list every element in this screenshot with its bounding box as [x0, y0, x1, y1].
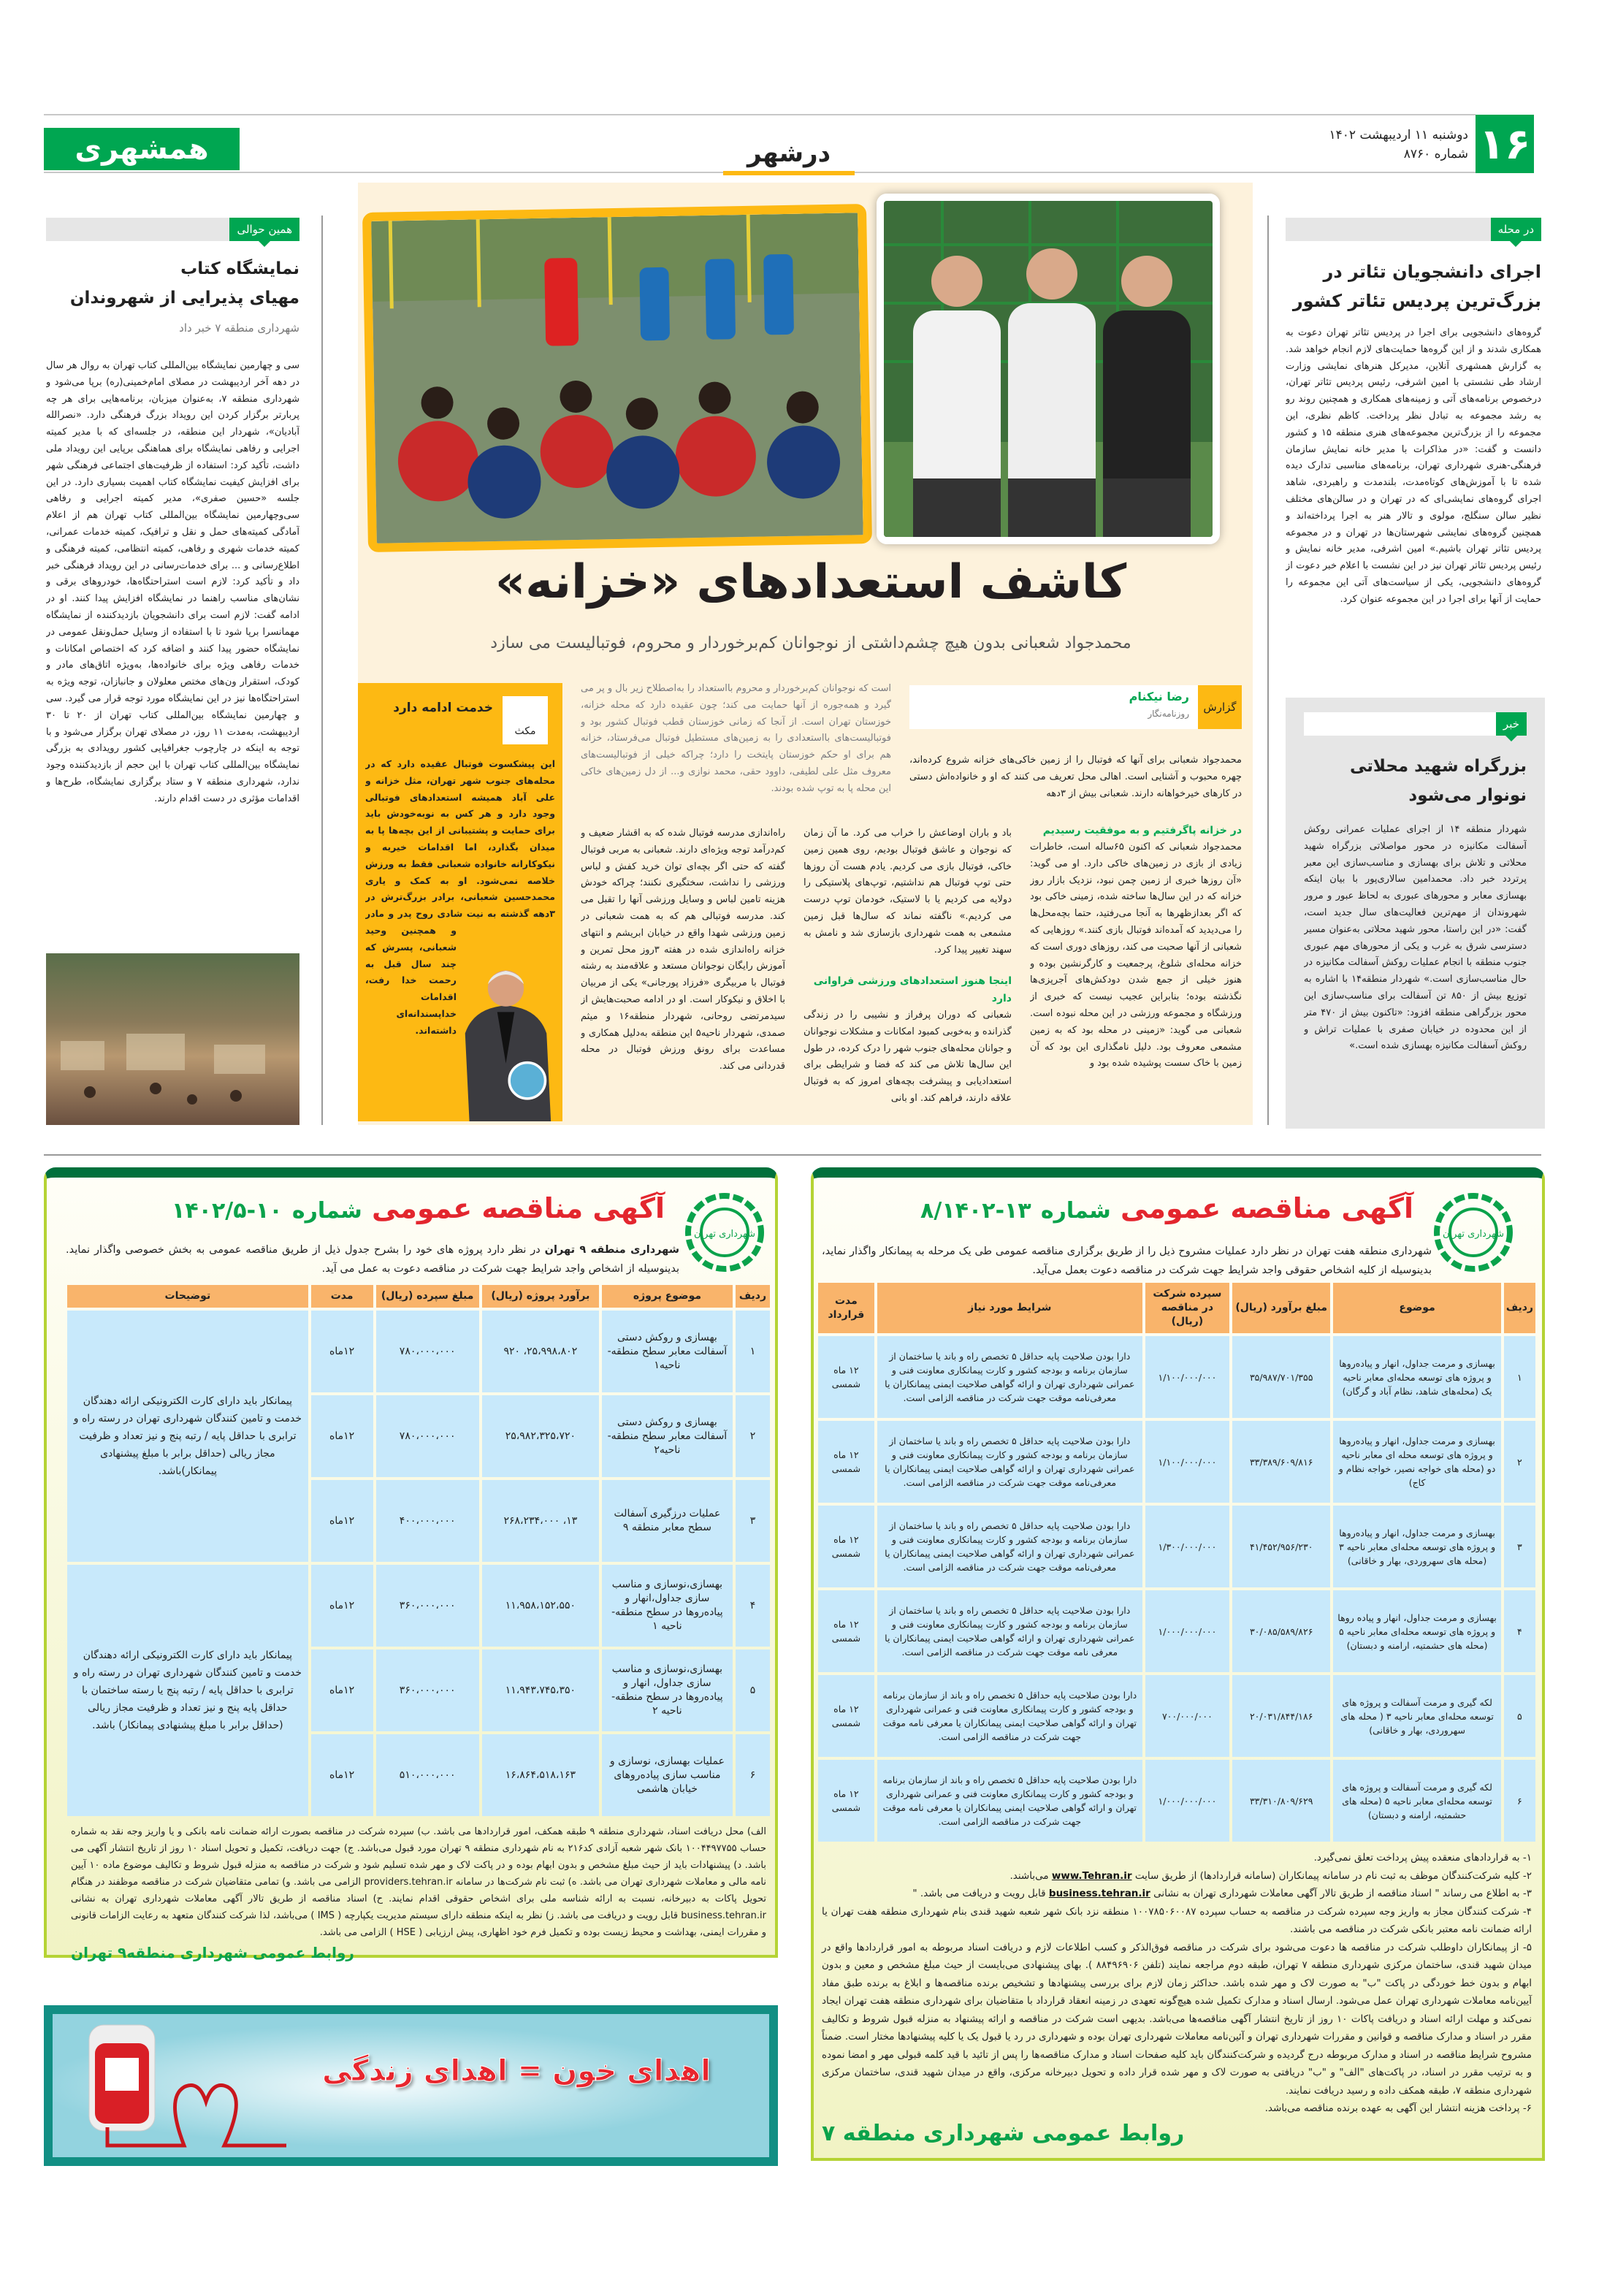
column-header: برآورد پروژه (ریال) [482, 1285, 599, 1308]
article-title-line: مهیای پذیرایی از شهروندان [69, 289, 299, 308]
byline-box [909, 685, 1242, 729]
requirements: دارا بودن صلاحیت پایه حداقل ۵ تخصص راه و باند یا ساختمان از سازمان برنامه و بودجه کشور و کارت پیمانکاری معاونت فنی و عمرانی شهرداری تهران و ارائه گواهی صلاحیت ایمنی پیمانکاران یا معرفی‌نامه موقت جهت شرکت در مناقصه الزامی است. [877, 1421, 1142, 1503]
feature-column-2 [804, 825, 1012, 1121]
tender-ad-content [64, 1282, 773, 1964]
column-header: مبلغ برآورد (ریال) [1232, 1283, 1330, 1333]
contract-duration: ۱۲ماه [311, 1480, 373, 1562]
note-text: قابل رویت و دریافت می باشد. " [912, 1888, 1046, 1899]
project-subject: بهسازی و مرمت جداول، انهار و پیاده‌روها و پروژه های توسعه محله‌ای معابر ناحیه ۳ (محله های سهروردی، بهار و خاقانی) [1333, 1506, 1500, 1587]
section-title: درشهر [723, 139, 855, 175]
column-header: مدت [311, 1285, 373, 1308]
banner-text: اهدای خون = اهدای زندگی [322, 2054, 711, 2088]
article-body: سی و چهارمین نمایشگاه بین‌المللی کتاب تهران به روال هر سال در دهه آخر اردیبهشت در مصلای امام‌خمینی(ره) برپا می‌شود و شهرداری منطقه ۷، به‌عنوان میزبان، برنامه‌هایی برای هر چه پربارتر برگزار کردن این رویداد بزرگ فرهنگی دارد. «نصرالله آبادیان»، شهردار این منطقه، در جلسه‌ای که با مدیر کمیته اجرایی و رفاهی نمایشگاه برای هماهنگی برپایی این رویداد ملی داشت، تأکید کرد: استفاده از ظرفیت‌های اجتماعی فرهنگی شهر برای افزایش کیفیت نمایشگاه کتاب اهمیت بسیاری دارد. در این جلسه «حسین صفری»، مدیر کمیته اجرایی و رفاهی سی‌وچهارمین نمایشگاه بین‌المللی کتاب تهران هم از اعلام آمادگی کمیته‌های حمل و نقل و ترافیک، کمیته خدمات عمرانی، کمیته خدمات شهری و رفاهی، کمیته انتظامی، کمیته فرهنگی و اطلاع‌رسانی و ... برای خدمات‌رسانی در این رویداد فرهنگی خبر داد و تأکید کرد: لازم است استراحتگاه‌ها، خودروهای برقی و نشان‌های مناسب راهنما در نمایشگاه افزایش پیدا کنند. او در ادامه گفت: لازم است برای دانشجویان بازدیدکننده از نمایشگاه مهمانسرا برپا شود تا با استفاده از وسایل حمل‌ونقل عمومی در نمایشگاه حضور پیدا کنند و اضافه کرد که اختصاص امکانات و خدمات رفاهی ویژه برای خانواده‌ها، به‌ویژه اتاق‌های مادر و کودک، استقرار ون‌های مختص معلولان و جانبازان، توجه ویژه به استراحتگاه‌ها نیز در این نمایشگاه مورد توجه قرار می گیرد. سی و چهارمین نمایشگاه بین‌المللی کتاب تهران از ۲۰ تا ۳۰ اردیبهشت، به‌مدت ۱۱ روز، در مصلای تهران برگزار می‌شود و با توجه به اینکه در چارچوب جغرافیایی کشور رویدادی به بزرگی نمایشگاه بین‌المللی کتاب تهران با این حجم از بازدیدکننده وجود ندارد، شهرداری منطقه ۷ و ستاد برگزاری نمایشگاه، طرح‌ها و اقدامات مؤثری در دست اقدام دارند. [46, 360, 299, 804]
project-subject: عملیات درزگیری آسفالت سطح معابر منطقه ۹ [602, 1480, 733, 1562]
row-number: ۱ [736, 1311, 770, 1392]
news-title: بزرگراه شهید محلاتی نونوار می‌شود [1349, 757, 1527, 805]
header-top-rule [44, 114, 1476, 115]
project-subject: لکه گیری و مرمت آسفالت و پروژه های توسعه محله‌ای معابر ناحیه ۳ ( محله های سهروردی، بهار و خاقانی) [1333, 1675, 1500, 1757]
table-row [818, 1506, 1535, 1587]
estimate-amount: ۱۶،۸۶۴،۵۱۸،۱۶۳ [482, 1734, 599, 1816]
ad-intro-bold: شهرداری منطقه ۹ تهران [544, 1244, 680, 1256]
sidebar-title: خدمت ادامه دارد [393, 701, 493, 715]
column-header: شرایط مورد نیاز [877, 1283, 1142, 1333]
ad-notes: الف) محل دریافت اسناد، شهرداری منطقه ۹ طبقه همکف، امور قراردادها می باشد. ب) سپرده شرکت در مناقصه بصورت ارائه ضمانت نامه بانکی و یا واریز وجه نقد به شماره حساب ۱۰۰۴۴۹۷۷۵۵ بانک شهر شعبه آزادی کد۲۱۶ به نام شهرداری منطقه ۹ تهران مورد قبول می‌باشد. ج) جهت دریافت، تکمیل و تحویل اسناد ۱۰ روز از تاریخ انتشار آگهی می باشد. د) پیشنهادات باید از حیث مبلغ مشخص و بدون ابهام بوده و در پاکت لاک و مهر شده تسلیم شود و شرکت در مناقصه به منزله قبول شروط و تکالیف موضوع ماده ۱۰ آیین نامه مالی و معاملات شهرداری تهران می باشد. ه) ثبت نام شرکت‌ها در سامانه providers.tehran.ir الزامی می باشد. و) تمامی متقاضیان شرکت در مناقصه موظفند در هنگام تحویل پاکات به دبیرخانه، نسبت به ارائه شناسه ملی برای اشخاص حقوقی اقدام نمایند. ح) اسناد مناقصه از طریق تالار آگهی معاملات شهرداری تهران به نشانی business.tehran.ir قابل رویت و دریافت می باشد. ز) نظر به اینکه منطقه دارای سیستم مدیریت یکپارچه ( IMS ) می‌باشد، لذا شرکت کنندگان متعهد به رعایت الزامات قانونی و مقررات ایمنی، بهداشت و محیط زیست بوده و تکمیل فرم خود اظهاری، پیش ارزیابی ( HSE ) الزامی می باشد. [71, 1826, 767, 1938]
author-name: رضا نیکنام [1129, 690, 1189, 703]
ad-number: ۱۰-۱۴۰۲/۵ [172, 1198, 283, 1224]
tehran-site-link[interactable]: www.Tehran.ir [1051, 1869, 1132, 1882]
feature-column-text: باد و باران اوضاعش را خراب می کرد. ما آن زمان که نوجوان و عاشق فوتبال بودیم، روی همین زمین خاکی، فوتبال بازی می کردیم. یادم هست آن روزها حتی توپ فوتبال هم نداشتیم، توپ‌های پلاستیکی را دولایه می کردیم یا با لاستیک، خودمان توپ درست می کردیم.» ناگفته نماند که سال‌ها قبل زمین مشمعی به همت شهرداری بازسازی شد و نامش به سهند تغییر پیدا کرد. [804, 828, 1012, 956]
ad-note: ۱- به قراردادهای منعقده پیش پرداخت تعلق نمی‌گیرد. [1313, 1852, 1532, 1864]
row-number: ۴ [1504, 1590, 1535, 1672]
feature-subheading: در خزانه پاگرفتیم و به موفقیت رسیدیم [1042, 825, 1242, 836]
report-tag: گزارش [1198, 685, 1242, 729]
portrait-photo [877, 194, 1220, 544]
estimate-amount: ۱۱،۹۴۳،۷۴۵،۳۵۰ [482, 1649, 599, 1731]
ad-note: ۴- شرکت کنندگان مجاز به واریز وجه سپرده شرکت در مناقصه به حساب سپرده ۱۰۰۷۸۵۰۶۰۰۸۷ منطقه نزد بانک شهر شعبه شهید قندی بنام شهرداری منطقه هفت تهران یا ارائه ضمانت نامه معتبر بانکی شرکت در مناقصه می باشند. [822, 1905, 1532, 1935]
contract-duration: ۱۲ماه [311, 1734, 373, 1816]
tender-ad-content [815, 1280, 1538, 2149]
project-description: پیمانکار باید دارای کارت الکترونیکی ارائه دهندگان خدمت و تامین کنندگان شهرداری تهران در رسته راه و ترابری با حداقل پایه / رتبه پنج یا رسته ساختمان با حداقل پایه پنج و نیز تعداد و ظرفیت مجاز ریالی (حداقل برابر با مبلغ پیشنهادی پیمانکار) باشد. [67, 1565, 308, 1816]
table-row [67, 1311, 770, 1392]
row-number: ۳ [736, 1480, 770, 1562]
emblem-text: شهرداری تهران [694, 1229, 755, 1240]
project-subject: بهسازی و مرمت جداول، انهار و پیاده‌روها و پروژه های توسعه محله ای معابر ناحیه دو (محله های خواجه نصیر، خواجه نظام و کاج) [1333, 1421, 1500, 1503]
ad-notes [815, 1845, 1538, 2118]
table-header-row [67, 1285, 770, 1308]
coach-photo [457, 931, 555, 1121]
article-title-line: نمایشگاه کتاب [180, 259, 299, 278]
contract-duration: ۱۲ماه [311, 1565, 373, 1647]
article-body: گروه‌های دانشجویی برای اجرا در پردیس تئاتر تهران دعوت به همکاری شدند و از این گروه‌ها حمایت‌های لازم انجام خواهد شد. به گزارش همشهری آنلاین، مدیرکل هنرهای نمایشی وزارت ارشاد طی نشستی با امین اشرفی، رئیس پردیس تئاتر تهران، درخصوص برنامه‌های آتی و زمینه‌های همکاری و همچنین روند رو به رشد مجموعه به تبادل نظر پرداخت. کاظم نظری، این مجموعه را از بزرگ‌ترین مجموعه‌های هنری منطقه ۱۵ و کشور دانست و گفت: «در مذاکرات با مدیر خانه نمایش سازمان فرهنگی-هنری شهرداری تهران، برنامه‌های مناسبی تدارک دیده شده تا با آموزش‌های کوتاه‌مدت، بلندمدت و راهبردی، شاهد اجرای گروه‌های نمایشی‌ای که در تهران و در سالن‌های مختلف نظیر سالن سنگلج، مولوی و تالار هنر به اجرا پرداخته‌اند و همچنین گروه‌های نمایشی شهرستان‌ها در تهران و در مجموعه پردیس تئاتر تهران باشیم.» امین اشرفی، مدیر خانه نمایش و رئیس پردیس تئاتر تهران نیز در این نشست با اعلام خبر دعوت از گروه‌های دانشجویی، یکی از سیاست‌های آتی این مجموعه را حمایت از آنها برای اجرا در این مجموعه عنوان کرد. [1286, 327, 1541, 605]
row-number: ۶ [736, 1734, 770, 1816]
table-header-row [818, 1283, 1535, 1333]
section-tag-bar [1286, 218, 1541, 241]
deposit-amount: ۴۰۰،۰۰۰،۰۰۰ [376, 1480, 479, 1562]
news-tag-bar [1304, 712, 1527, 736]
row-number: ۱ [1504, 1336, 1535, 1418]
ad-intro [66, 1240, 679, 1278]
banner-inner [53, 2014, 769, 2157]
row-number: ۲ [1504, 1421, 1535, 1503]
book-fair-photo-art [46, 953, 299, 1125]
project-subject: بهسازی و روکش دستی آسفالت معابر سطح منطقه-ناحیه۲ [602, 1395, 733, 1477]
column-header: ردیف [736, 1285, 770, 1308]
project-subject: بهسازی و روکش دستی آسفالت معابر سطح منطقه-ناحیه۱ [602, 1311, 733, 1392]
estimate-amount: ۱۱،۹۵۸،۱۵۲،۵۵۰ [482, 1565, 599, 1647]
column-header: مبلغ سپرده (ریال) [376, 1285, 479, 1308]
feature-subheading: اینجا هنوز استعدادهای ورزشی فراوانی دارد [813, 975, 1012, 1004]
contract-duration: ۱۲ ماه شمسی [818, 1675, 874, 1757]
team-photo [362, 204, 872, 552]
ad-number-label: شماره [1040, 1198, 1111, 1224]
feature-headline: کاشف استعدادهای «خزانه» [495, 555, 1127, 609]
contract-duration: ۱۲ماه [311, 1649, 373, 1731]
deposit-amount: ۱/۳۰۰/۰۰۰/۰۰۰ [1145, 1506, 1229, 1587]
note-text: ۲- کلیه شرکت‌کنندگان موظف به ثبت نام در سامانه پیمانکاران (سامانه قراردادها) از طریق سایت [1134, 1869, 1532, 1882]
author-role: روزنامه‌نگار [1148, 709, 1189, 719]
portrait-photo-art [884, 201, 1213, 537]
estimate-amount: ۳۳/۳۸۹/۶۰۹/۸۱۶ [1232, 1421, 1330, 1503]
requirements: دارا بودن صلاحیت پایه حداقل ۵ تخصص راه و باند یا ساختمان از سازمان برنامه و بودجه کشور و کارت پیمانکاری معاونت فنی و عمرانی شهرداری تهران و ارائه گواهی صلاحیت ایمنی پیمانکاران یا معرفی نامه موقت جهت شرکت در مناقصه الزامی است. [877, 1590, 1142, 1672]
business-site-link[interactable]: business.tehran.ir [1048, 1888, 1150, 1899]
issue-date: دوشنبه ۱۱ اردیبهشت ۱۴۰۲ [1329, 128, 1468, 142]
column-header: موضوع پروژه [602, 1285, 733, 1308]
feature-intro: است که نوجوانان کم‌برخوردار و محروم بااستعداد را به‌اصطلاح زیر بال و پر می گیرد و همه‌جوره از آنها حمایت می کند؛ چون عقیده دارد که محله خزانه، خوزستان تهران است. از آنجا که زمانی خوزستان قطب فوتبال کشور بود و فوتبالیست‌های بااستعدادی را به زمین‌های مستطیل فوتبال می‌فرستاد، خزانه هم برای او حکم خوزستان پایتخت را دارد؛ چراکه خیلی از فوتبالیست‌های معروف مثل علی لطیفی، داوود حقی، محمد نوازی و... از دل زمین‌های خاکی این محله پا به توپ شده بودند. [581, 683, 891, 794]
ad-number-label: شماره [291, 1198, 362, 1224]
contract-duration: ۱۲ماه [311, 1395, 373, 1477]
table-row [818, 1760, 1535, 1842]
section-tag-bar [46, 218, 299, 241]
blood-bag-heart-icon [67, 2018, 286, 2153]
ad-signature: روابط عمومی شهرداری منطقه ۷ [822, 2120, 1185, 2146]
ad-note [822, 1867, 1532, 1885]
deposit-amount: ۳۶۰،۰۰۰،۰۰۰ [376, 1649, 479, 1731]
ad-title [172, 1192, 665, 1224]
ad-note: ۵- از پیمانکاران داوطلب شرکت در مناقصه ها دعوت می‌شود برای شرکت در مناقصه فوق‌الذکر و کسب اطلاعات لازم و دریافت اسناد مربوطه به امور قراردادها واقع در میدان شهید قندی، ساختمان مرکزی شهرداری منطقه ۷ تهران، طبقه دوم مراجعه نمایند (تلفن ۸۸۴۹۶۹۰۶ ). بهای پیشنهادی می‌بایست از حیث مبلغ مشخص و معین و بدون ابهام و بدون خط خوردگی در پاکت "ب" به صورت لاک و مهر شده باشد. حداکثر زمان لازم برای بررسی پیشنهادها و تشخیص برنده مناقصه‌ها و ابلاغ به برنده طبق مفاد آیین‌نامه معاملات شهرداری تهران عمل می‌شود. ارسال اسناد و مدارک تکمیل شده هیچ‌گونه تعهدی در زمینه انعقاد قرارداد با متقاضیان برای شهرداری منطقه هفت تهران ایجاد نمی‌کند و مهلت ارائه اسناد و دریافت پاکات ۱۰ روز از تاریخ انتشار آگهی مناقصه‌ها می‌باشد. بدیهی است شرکت در مناقصه و ارائه پیشنهاد به منزله قبول شروط و تکالیف مقرر در اسناد و مدارک مناقصه و قوانین و مقررات شهرداری تهران و آئین‌نامه معاملات شهرداری تهران بوده و شهرداری در رد یا قبول یک یا کلیه پیشنهادها مختار است. ضمناً مشروح شرایط مناقصه در اسناد و مدارک مربوطه درج گردیده و شرکت‌کنندگان باید کلیه صفحات اسناد و مدارک مناقصه‌ها را پس از تائید با قید کلمه قبولی مهر و امضا نموده و به ترتیب مقرر در اسناد، در پاکت‌های "الف" و "ب" دریافتی به صورت لاک و مهر شده قرار داده و تحویل دبیرخانه مرکزی، واقع در میدان شهید قندی، ساختمان مرکزی شهرداری منطقه ۷، طبقه همکف داده و رسید دریافت نمایند. [822, 1941, 1532, 2097]
row-number: ۶ [1504, 1760, 1535, 1842]
project-subject: عملیات بهسازی، نوسازی و مناسب سازی پیاده‌روهای خیابان هاشمی [602, 1734, 733, 1816]
deposit-amount: ۱/۱۰۰/۰۰۰/۰۰۰ [1145, 1421, 1229, 1503]
ad-title-text: آگهی مناقصه عمومی [371, 1192, 665, 1224]
article-title [46, 254, 299, 313]
estimate-amount: ۲۵،۹۹۸،۸۰۲، ۹۲۰ [482, 1311, 599, 1392]
deposit-amount: ۵۱۰،۰۰۰،۰۰۰ [376, 1734, 479, 1816]
ad-title [920, 1192, 1413, 1224]
news-box [1286, 698, 1545, 1129]
row-number: ۲ [736, 1395, 770, 1477]
blood-donation-banner [44, 2005, 778, 2166]
project-subject: لکه گیری و مرمت آسفالت و پروژه های توسعه محله‌ای معابر ناحیه ۵ (محله های حشمتیه، ارامنه و دبستان) [1333, 1760, 1500, 1842]
deposit-amount: ۷۰۰/۰۰۰/۰۰۰ [1145, 1675, 1229, 1757]
contract-duration: ۱۲ ماه شمسی [818, 1421, 874, 1503]
ad-title-text: آگهی مناقصه عمومی [1120, 1192, 1413, 1224]
requirements: دارا بودن صلاحیت پایه حداقل ۵ تخصص راه و باند یا ساختمان از سازمان برنامه و بودجه کشور و کارت پیمانکاری معاونت فنی و عمرانی شهرداری تهران و ارائه گواهی صلاحیت ایمنی پیمانکاران یا معرفی‌نامه موقت جهت شرکت در مناقصه الزامی است. [877, 1506, 1142, 1587]
deposit-amount: ۷۸۰،۰۰۰،۰۰۰ [376, 1311, 479, 1392]
estimate-amount: ۳۰/۰۸۵/۵۸۹/۸۲۶ [1232, 1590, 1330, 1672]
ad-intro: شهرداری منطقه هفت تهران در نظر دارد عملیات مشروح ذیل را از طریق برگزاری مناقصه عمومی طی یک مرحله به پیمانکار واگذار نماید، بدینوسیله از کلیه اشخاص حقوقی واجد شرایط جهت شرکت در مناقصه دعوت بعمل می‌آید. [822, 1246, 1432, 1276]
sidebar-box [358, 683, 562, 1121]
column-header: موضوع [1333, 1283, 1500, 1333]
issue-info [1329, 126, 1468, 164]
contract-duration: ۱۲ماه [311, 1311, 373, 1392]
news-body: شهردار منطقه ۱۴ از اجرای عملیات عمرانی روکش آسفالت مکانیزه در محور مواصلاتی بزرگراه شهید محلاتی و تلاش برای بهسازی و مناسب‌سازی این معبر پرتردد خبر داد. محمدامین سالاری‌پور با بیان اینکه بهسازی معابر و محورهای عبوری به لحاظ عبور و مرور شهروندان از مهم‌ترین فعالیت‌های سال جدید است، گفت: «در این راستا، محور شهید محلاتی به‌عنوان مسیر دسترسی شرق به غرب و یکی از محورهای مهم عبوری جنوب منطقه با انجام عملیات روکش آسفالت مکانیزه در حال مناسب‌سازی است.» شهردار منطقه۱۴ با اشاره به توزیع بیش از ۸۵۰ تن آسفالت برای مناسب‌سازی این محور بزرگراهی منطقه افزود: «تاکنون بیش از ۴۷۰ متر از این محدوده در خیابان صفری با عملیات تراش و روکش آسفالت مکانیزه بهسازی شده است.» [1304, 824, 1527, 1052]
requirements: دارا بودن صلاحیت پایه حداقل ۵ تخصص راه و باند از سازمان برنامه و بودجه کشور و کارت پیمانکاری معاونت فنی و عمرانی شهرداری تهران و ارائه گواهی صلاحیت ایمنی پیمانکاران یا معرفی نامه موقت جهت شرکت در مناقصه الزامی است. [877, 1675, 1142, 1757]
project-subject: بهسازی و مرمت جداول، انهار و پیاده‌روها و پروژه های توسعه محله‌ای معابر ناحیه یک (محله‌های شاهد، نظام آباد و گرگان) [1333, 1336, 1500, 1418]
estimate-amount: ۳۵/۹۸۷/۷۰۱/۳۵۵ [1232, 1336, 1330, 1418]
article-title: اجرای دانشجویان تئاتر در بزرگ‌ترین پردیس تئاتر کشور [1292, 262, 1541, 311]
column-divider [321, 216, 323, 1125]
estimate-amount: ۳۳/۳۱۰/۸۰۹/۶۲۹ [1232, 1760, 1330, 1842]
tehran-municipality-emblem [683, 1191, 767, 1275]
table-row [818, 1590, 1535, 1672]
issue-number: شماره ۸۷۶۰ [1403, 147, 1468, 161]
table-row [67, 1565, 770, 1647]
tehran-municipality-emblem [1432, 1191, 1516, 1275]
column-divider [1267, 216, 1269, 1125]
page-number: ۱۶ [1476, 115, 1534, 173]
project-subject: بهسازی و مرمت جداول، انهار و پیاده روها و پروژه های توسعه محله‌ای معابر ناحیه ۵ (محله های حشمتیه، ارامنه و دبستان) [1333, 1590, 1500, 1672]
feature-column-1 [1030, 822, 1242, 1121]
ad-intro-text: در نظر دارد پروژه های خود را بشرح جدول ذیل از طریق مناقصه عمومی به بخش خصوصی واگذار نماید. بدینوسیله از اشخاص واجد شرایط جهت شرکت در مناقصه دعوت به عمل می آید. [66, 1244, 679, 1275]
feature-column-text: شعبانی که دوران پرفراز و نشیبی را در زندگی گذرانده و به‌خوبی کمبود امکانات و مشکلات نوجوانان و جوانان محله‌های جنوب شهر را درک کرده، در طول این سال‌ها تلاش می کند که فضا و شرایطی برای استعدادیابی و پیشرفت بچه‌های امروز که به فوتبال علاقه دارند، فراهم کند. او بانی [804, 1010, 1012, 1104]
emblem-text: شهرداری تهران [1443, 1229, 1504, 1240]
row-number: ۵ [1504, 1675, 1535, 1757]
table-row [818, 1675, 1535, 1757]
row-number: ۴ [736, 1565, 770, 1647]
deposit-amount: ۱/۱۰۰/۰۰۰/۰۰۰ [1145, 1336, 1229, 1418]
sidebar-tag: مکث [503, 696, 548, 744]
tender-table [64, 1282, 773, 1819]
deposit-amount: ۳۶۰،۰۰۰،۰۰۰ [376, 1565, 479, 1647]
contract-duration: ۱۲ ماه شمسی [818, 1336, 874, 1418]
contract-duration: ۱۲ ماه شمسی [818, 1590, 874, 1672]
requirements: دارا بودن صلاحیت پایه حداقل ۵ تخصص راه و باند یا ساختمان از سازمان برنامه و بودجه کشور و کارت پیمانکاری معاونت فنی و عمرانی شهرداری تهران و ارائه گواهی صلاحیت ایمنی پیمانکاران یا معرفی‌نامه موقت جهت شرکت در مناقصه الزامی است. [877, 1336, 1142, 1418]
project-subject: بهسازی،نوسازی و مناسب سازی جداول،انهار و پیاده‌روها در سطح منطقه-ناحیه ۱ [602, 1565, 733, 1647]
column-header: ردیف [1504, 1283, 1535, 1333]
feature-subheadline: محمدجواد شعبانی بدون هیچ چشم‌داشتی از نوجوانان کم‌برخوردار و محروم، فوتبالیست می سازد [490, 634, 1131, 652]
deposit-amount: ۱/۰۰۰/۰۰۰/۰۰۰ [1145, 1590, 1229, 1672]
column-header: توضیحات [67, 1285, 308, 1308]
note-text: ۳- به اطلاع می رساند " اسناد مناقصه از طریق تالار آگهی معاملات شهرداری تهران به نشانی [1153, 1888, 1532, 1899]
section-tag: همین حوالی [229, 218, 299, 241]
section-divider [44, 1154, 1541, 1156]
news-tag: خبر [1496, 712, 1527, 736]
requirements: دارا بودن صلاحیت پایه حداقل ۵ تخصص راه و باند از سازمان برنامه و بودجه کشور و کارت پیمانکاری معاونت فنی و عمرانی شهرداری تهران و ارائه گواهی صلاحیت ایمنی پیمانکاران یا معرفی نامه موقت جهت شرکت در مناقصه الزامی است. [877, 1760, 1142, 1842]
column-header: مدت قرارداد [818, 1283, 874, 1333]
ad-note: ۶- پرداخت هزینه انتشار این آگهی به عهده برنده مناقصه می‌باشد. [1264, 2102, 1532, 2114]
contract-duration: ۱۲ ماه شمسی [818, 1506, 874, 1587]
estimate-amount: ۱۳، ۲۶۸،۲۳۴،۰۰۰ [482, 1480, 599, 1562]
sidebar-body: این پیشکسوت فوتبال عقیده دارد که در محله‌های جنوب شهر تهران، مثل خزانه و علی آباد همیشه استعدادهای فوتبالی وجود دارد و هر کس به نوبه‌خودش باید برای حمایت و پشتیبانی از این بچه‌ها پا به میدان بگذارد، اما اقدامات خیریه و نیکوکارانه خانواده شعبانی فقط به ورزش خلاصه نمی‌شود. او به کمک و یاری محمدحسین شعبانی، برادر بزرگ‌ترش در ۳دهه گذشته به نیت شادی روح پدر و مادر و همچنین وحید شعبانی، پسرش که چند سال قبل به رحمت خدا رفت، اقدامات خداپسندانه‌ای داشته‌اند. [365, 758, 555, 1036]
project-subject: بهسازی،نوسازی و مناسب سازی جداول، انهار و پیاده‌روها در سطح منطقه-ناحیه ۲ [602, 1649, 733, 1731]
estimate-amount: ۲۰/۰۳۱/۸۴۴/۱۸۶ [1232, 1675, 1330, 1757]
feature-column-text: محمدجواد شعبانی که اکنون ۶۵ساله است، خاطرات زیادی از بازی در زمین‌های خاکی دارد. او می گوید: «آن روزها خبری از زمین چمن نبود، نزدیک بازار روز خزانه که در این سال‌ها ساخته شده، زمینی خاکی بود که اگر بعدازظهرها به آنجا می‌رفتید، حتما بچه‌محل‌ها را می‌دیدید که آمده‌اند فوتبال بازی کنند.» روزهایی که شعبانی از آنها صحبت می کند، روزهای دوری است که خزانه محله‌ای شلوغ، پرجمعیت و کارگرنشین بوده و هنوز خیلی از جمع شدن دودکش‌های آجرپزی‌ها نگذشته بوده؛ بنابراین عجیب نیست که خبری از ورزشگاه و مجموعه ورزشی در این محله نبوده است. شعبانی می گوید: «زمینی در محله بود که به زمین مشمعی معروف بود. دلیل نامگذاری این بود که آن زمین با خاک سست پوشیده شده بود و [1030, 842, 1242, 1069]
estimate-amount: ۲۵،۹۸۲،۳۲۵،۷۲۰ [482, 1395, 599, 1477]
deposit-amount: ۷۸۰،۰۰۰،۰۰۰ [376, 1395, 479, 1477]
section-tag: در محله [1491, 218, 1541, 241]
team-photo-art [368, 213, 863, 546]
tender-table [815, 1280, 1538, 1845]
column-header: سپرده شرکت در مناقصه (ریال) [1145, 1283, 1229, 1333]
project-description: پیمانکار باید دارای کارت الکترونیکی ارائه دهندگان خدمت و تامین کنندگان شهرداری تهران در رسته راه و ترابری با حداقل پایه / رتبه پنج و نیز تعداد و ظرفیت مجاز ریالی (حداقل برابر با مبلغ پیشنهادی پیمانکار)باشد. [67, 1311, 308, 1562]
deposit-amount: ۱/۰۰۰/۰۰۰/۰۰۰ [1145, 1760, 1229, 1842]
ad-number: ۱۳-۸/۱۴۰۲ [920, 1198, 1031, 1224]
ad-signature: روابط عمومی شهرداری منطقه۹ تهران [71, 1944, 354, 1961]
article-subtitle: شهرداری منطقه ۷ خبر داد [179, 321, 299, 335]
table-row [818, 1421, 1535, 1503]
row-number: ۳ [1504, 1506, 1535, 1587]
table-row [818, 1336, 1535, 1418]
book-fair-photo [46, 953, 299, 1125]
ad-note [822, 1885, 1532, 1903]
row-number: ۵ [736, 1649, 770, 1731]
feature-lead: محمدجواد شعبانی برای آنها که فوتبال را از زمین خاکی‌های خزانه شروع کرده‌اند، چهره محبوب و آشنایی است. اهالی محل تعریف می کنند که او و خانواده‌اش دستی در کارهای خیرخواهانه دارند. شعبانی بیش از ۳دهه [909, 755, 1242, 799]
newspaper-logo: همشهری [44, 128, 240, 170]
note-text: می‌باشند. [1009, 1869, 1049, 1882]
contract-duration: ۱۲ ماه شمسی [818, 1760, 874, 1842]
estimate-amount: ۴۱/۴۵۲/۹۵۶/۲۳۰ [1232, 1506, 1330, 1587]
feature-column-3: راه‌اندازی مدرسه فوتبال شده که به اقشار ضعیف و کم‌درآمد توجه ویژه‌ای دارند. شعبانی به مربی فوتبال گفته که حتی اگر بچه‌ای توان خرید کفش و لباس ورزشی را نداشت، سختگیری نکنند؛ چراکه خودش هزینه تامین لباس و وسایل ورزشی آنها را تقبل می کند. مدرسه فوتبالی هم که به همت شعبانی در زمین ورزشی شهدا واقع در خیابان ابریشم و انتهای خزانه راه‌اندازی شده در هفته ۳روز محل تمرین و آموزش رایگان نوجوانان مستعد و علاقه‌مند به رشته فوتبال با مربیگری «فرزاد پورجانی» یکی از مربیان با اخلاق و نیکوکار است. او در ادامه صحبت‌هایش از سیدمرتضی روحانی، شهردار منطقه۱۶ و میثم صمدی، شهردار ناحیه۵ این منطقه به‌دلیل همکاری و مساعدت برای رونق ورزش فوتبال در محله قدردانی می کند. [581, 828, 785, 1072]
